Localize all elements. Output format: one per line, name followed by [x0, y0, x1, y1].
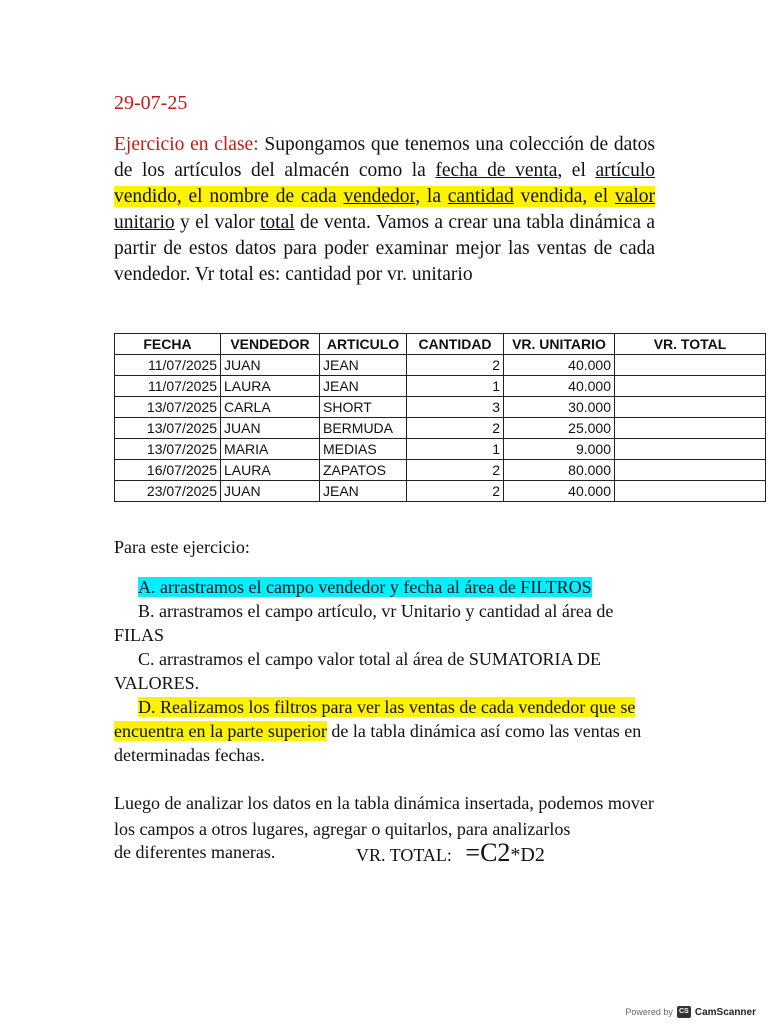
cell-vr-total [615, 418, 766, 439]
steps-list [114, 575, 655, 767]
underlined-total: total [260, 212, 295, 233]
cell-articulo: BERMUDA [320, 418, 407, 439]
underlined-unitario: unitario [114, 212, 175, 233]
step-d-highlight: D. Realizamos los filtros para ver las ventas de cada vendedor que se encuentra en la parte superior [114, 697, 636, 741]
powered-by-text: Powered by [625, 1007, 673, 1017]
cell-vendedor: JUAN [221, 418, 320, 439]
intro-paragraph [114, 132, 655, 288]
step-b: B. arrastramos el campo artículo, vr Unitario y cantidad al área de FILAS [114, 601, 614, 645]
table-header-row [115, 334, 766, 355]
cell-fecha: 11/07/2025 [115, 355, 221, 376]
cell-vr-unitario: 80.000 [504, 460, 615, 481]
cell-vr-unitario: 40.000 [504, 481, 615, 502]
cell-articulo: JEAN [320, 355, 407, 376]
cell-fecha: 13/07/2025 [115, 439, 221, 460]
camscanner-logo-icon: CS [677, 1006, 691, 1018]
cell-fecha: 13/07/2025 [115, 397, 221, 418]
highlight-vendedor: vendedor [343, 186, 416, 207]
highlight-2: , la [415, 186, 448, 207]
col-header-fecha: FECHA [115, 334, 221, 355]
cell-fecha: 13/07/2025 [115, 418, 221, 439]
cell-vr-total [615, 481, 766, 502]
table-row [115, 481, 766, 502]
step-a-text: A. arrastramos el campo vendedor y fecha al área de FILTROS [138, 577, 592, 597]
table-row [115, 418, 766, 439]
col-header-articulo: ARTICULO [320, 334, 407, 355]
cell-articulo: MEDIAS [320, 439, 407, 460]
underlined-articulo: artículo [595, 160, 656, 181]
cell-vr-total [615, 439, 766, 460]
cell-articulo: SHORT [320, 397, 407, 418]
exercise-heading: Para este ejercicio: [114, 537, 250, 557]
cell-cantidad: 2 [407, 460, 504, 481]
step-a [114, 575, 655, 599]
formula-eq: =C2 [465, 838, 511, 867]
cell-vr-total [615, 376, 766, 397]
intro-text-1: Supongamos que tenemos una colección de datos de los artículos del almacén como la [114, 134, 656, 181]
underlined-fecha: fecha de venta [435, 160, 558, 181]
cell-vendedor: LAURA [221, 460, 320, 481]
table-row [115, 460, 766, 481]
intro-text-2: , el [557, 160, 596, 181]
cell-cantidad: 1 [407, 376, 504, 397]
cell-vendedor: CARLA [221, 397, 320, 418]
table-row [115, 397, 766, 418]
col-header-cantidad: CANTIDAD [407, 334, 504, 355]
col-header-vendedor: VENDEDOR [221, 334, 320, 355]
cell-vendedor: JUAN [221, 481, 320, 502]
cell-fecha: 16/07/2025 [115, 460, 221, 481]
cell-articulo: JEAN [320, 376, 407, 397]
table-row [115, 439, 766, 460]
cell-fecha: 11/07/2025 [115, 376, 221, 397]
intro-text-5: y el valor [174, 212, 261, 233]
cell-vr-unitario: 30.000 [504, 397, 615, 418]
cell-cantidad: 2 [407, 481, 504, 502]
formula-note [356, 838, 545, 868]
document-date: 29-07-25 [114, 92, 188, 114]
step-d [114, 695, 655, 767]
cell-articulo: ZAPATOS [320, 460, 407, 481]
formula-op: *D2 [510, 844, 545, 866]
cell-articulo: JEAN [320, 481, 407, 502]
cell-cantidad: 2 [407, 418, 504, 439]
cell-vendedor: MARIA [221, 439, 320, 460]
col-header-vr-total: VR. TOTAL [615, 334, 766, 355]
cell-vr-unitario: 40.000 [504, 355, 615, 376]
closing-end: de diferentes maneras. [114, 842, 276, 862]
col-header-vr-unitario: VR. UNITARIO [504, 334, 615, 355]
highlight-cantidad: cantidad [447, 186, 514, 207]
highlight-1: vendido, el nombre de cada [114, 186, 344, 207]
cell-cantidad: 3 [407, 397, 504, 418]
highlight-valor: valor [614, 186, 655, 207]
highlight-3: vendida, el [513, 186, 615, 207]
cell-vr-total [615, 355, 766, 376]
closing-paragraph: Luego de analizar los datos en la tabla dinámica insertada, podemos mover los campos a otros lugares, agregar o quitarlos, para analizarlos [114, 793, 654, 839]
cell-vr-unitario: 40.000 [504, 376, 615, 397]
step-d-rest: de la tabla dinámica así como las ventas en determinadas fechas. [114, 721, 642, 765]
cell-vr-unitario: 25.000 [504, 418, 615, 439]
table-row [115, 355, 766, 376]
cell-cantidad: 1 [407, 439, 504, 460]
cell-vendedor: LAURA [221, 376, 320, 397]
camscanner-watermark [625, 1006, 756, 1018]
cell-vendedor: JUAN [221, 355, 320, 376]
step-c: C. arrastramos el campo valor total al área de SUMATORIA DE VALORES. [114, 649, 602, 693]
cell-vr-total [615, 397, 766, 418]
intro-text-6: de venta. Vamos a crear una tabla dinámica a partir de estos datos para poder examinar mejor las ventas de cada vendedor. Vr total es: cantidad por vr. unitario [114, 212, 655, 285]
formula-label: VR. TOTAL: [356, 845, 452, 865]
cell-vr-total [615, 460, 766, 481]
cell-fecha: 23/07/2025 [115, 481, 221, 502]
table-row [115, 376, 766, 397]
camscanner-brand: CamScanner [694, 1006, 756, 1018]
exercise-label: Ejercicio en clase: [114, 134, 259, 155]
cell-vr-unitario: 9.000 [504, 439, 615, 460]
cell-cantidad: 2 [407, 355, 504, 376]
sales-table [114, 333, 766, 502]
